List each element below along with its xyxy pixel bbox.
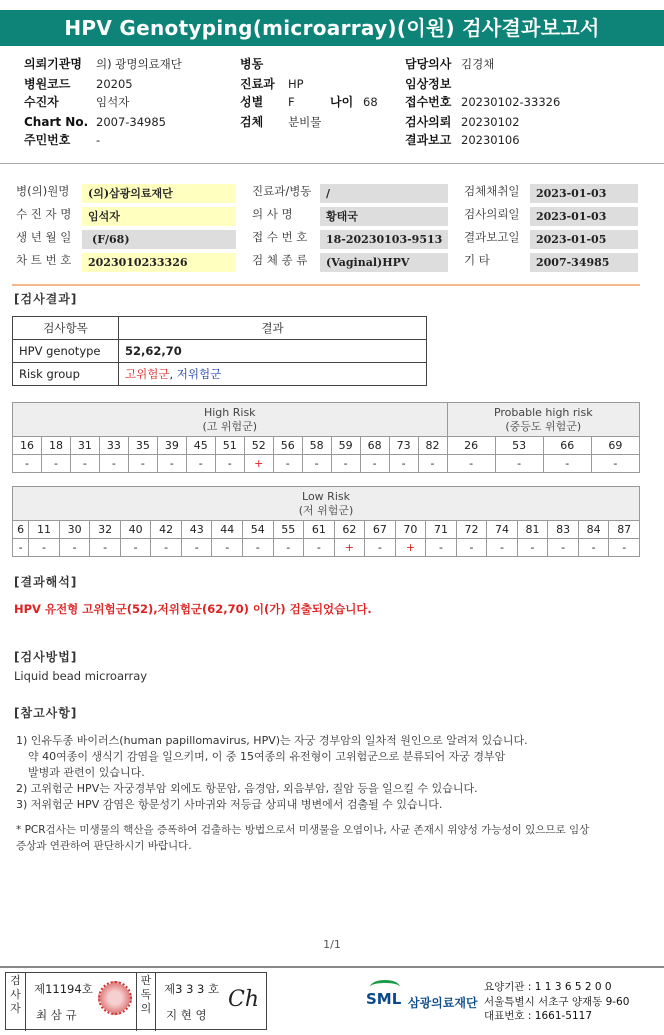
genotype-mark-cell: - [304, 539, 335, 557]
low-risk-header [13, 487, 640, 521]
table-row [13, 521, 640, 539]
table-row [13, 317, 427, 340]
footer [0, 966, 664, 1035]
header-block [0, 50, 664, 164]
risk-low: 저위험군 [176, 367, 222, 381]
genotype-mark-cell: - [543, 455, 591, 473]
table-row [13, 437, 640, 455]
chart-value: 2023010233326 [82, 253, 236, 272]
header-value: HP [288, 77, 304, 91]
genotype-mark-cell: - [243, 539, 274, 557]
genotype-mark-cell: - [517, 539, 548, 557]
genotype-mark-cell: - [41, 455, 70, 473]
header-label: 수진자 [24, 95, 59, 109]
header-label: Chart No. [24, 115, 89, 129]
company-info [484, 980, 629, 1024]
genotype-mark-cell: - [99, 455, 128, 473]
header-label: 병동 [240, 57, 264, 71]
genotype-mark-cell: - [128, 455, 157, 473]
genotype-type-cell: 73 [389, 437, 418, 455]
report-label: 결과보고일 [464, 230, 520, 244]
header-label: 성별 [240, 95, 264, 109]
probable-risk-header [447, 403, 639, 437]
recv-label: 접 수 번 호 [252, 230, 308, 244]
header-value: - [96, 133, 101, 147]
name-value: 임석자 [82, 207, 236, 226]
info-line: 요양기관 : 1 1 3 6 5 2 0 0 [484, 981, 612, 993]
header-label: 검사의뢰 [405, 115, 452, 129]
footnote [16, 822, 636, 854]
header-label: 접수번호 [405, 95, 452, 109]
header-value: 20230102 [461, 115, 520, 129]
genotype-type-cell: 26 [447, 437, 495, 455]
risk-sep: , [169, 367, 177, 381]
genotype-type-cell: 69 [591, 437, 639, 455]
etc-label: 기 타 [464, 253, 490, 267]
tester-label [6, 973, 26, 1031]
header-label: 의뢰기관명 [24, 57, 82, 71]
request-label: 검사의뢰일 [464, 207, 520, 221]
hospital-value: (의)삼광의료재단 [82, 184, 236, 203]
genotype-type-cell: 61 [304, 521, 335, 539]
header-value: 임석자 [96, 95, 130, 109]
genotype-type-cell: 32 [90, 521, 121, 539]
high-risk-sub: (고 위험군) [202, 419, 258, 433]
probable-risk-title: Probable high risk [493, 405, 593, 419]
genotype-mark-cell: - [59, 539, 90, 557]
low-risk-sub: (저 위험군) [298, 503, 354, 517]
low-risk-table [12, 486, 640, 557]
genotype-type-cell: 84 [578, 521, 609, 539]
seal-stamp [98, 981, 132, 1015]
genotype-type-cell: 59 [331, 437, 360, 455]
header-label: 나이 [330, 95, 354, 109]
method-section-title: [검사방법] [14, 650, 78, 664]
genotype-mark-cell: - [151, 539, 182, 557]
genotype-mark-cell: - [13, 539, 29, 557]
logo-name: 삼광의료재단 [408, 996, 478, 1010]
reader-license: 제3 3 3 호 [164, 982, 220, 996]
genotype-label: HPV genotype [13, 340, 119, 363]
genotype-mark-cell: - [591, 455, 639, 473]
genotype-mark-cell: - [302, 455, 331, 473]
table-header: 결과 [119, 317, 427, 340]
genotype-mark-cell: - [29, 539, 60, 557]
info-line: 서울특별시 서초구 양재동 9-60 [484, 995, 630, 1008]
etc-value: 2007-34985 [530, 253, 638, 272]
genotype-mark-cell: - [90, 539, 121, 557]
header-label: 임상정보 [405, 77, 452, 91]
genotype-type-cell: 68 [360, 437, 389, 455]
dept-label: 진료과/병동 [252, 184, 312, 198]
genotype-type-cell: 44 [212, 521, 243, 539]
header-row [0, 94, 664, 111]
result-table [12, 316, 427, 386]
genotype-mark-cell: - [389, 455, 418, 473]
note-item: 약 40여종이 생식기 감염을 일으키며, 이 중 15여종의 유전형이 고위험군으로 분류되어 자궁 경부암 [28, 750, 506, 763]
notes-list [16, 733, 636, 813]
header-label: 주민번호 [24, 133, 71, 147]
low-risk-title: Low Risk [302, 489, 350, 503]
genotype-mark-cell: - [548, 539, 579, 557]
genotype-value: 52,62,70 [119, 340, 427, 363]
genotype-mark-cell: - [456, 539, 487, 557]
genotype-type-cell: 6 [13, 521, 29, 539]
logo-sml: SML [366, 990, 402, 1008]
reader-name: 지 현 영 [166, 1008, 207, 1022]
header-row [0, 114, 664, 131]
name-label: 수 진 자 명 [16, 207, 72, 221]
genotype-type-cell: 66 [543, 437, 591, 455]
header-value: 분비물 [288, 115, 322, 129]
genotype-mark-cell: - [215, 455, 244, 473]
genotype-type-cell: 52 [244, 437, 273, 455]
genotype-type-cell: 67 [365, 521, 396, 539]
genotype-type-cell: 81 [517, 521, 548, 539]
header-label: 결과보고 [405, 133, 452, 147]
genotype-mark-cell: + [244, 455, 273, 473]
header-row [0, 56, 664, 73]
genotype-mark-cell: - [120, 539, 151, 557]
genotype-type-cell: 72 [456, 521, 487, 539]
genotype-type-cell: 40 [120, 521, 151, 539]
genotype-mark-cell: - [181, 539, 212, 557]
header-row [0, 76, 664, 93]
separator [12, 284, 640, 286]
genotype-type-cell: 11 [29, 521, 60, 539]
genotype-type-cell: 82 [418, 437, 447, 455]
genotype-mark-cell: - [273, 455, 302, 473]
birth-label: 생 년 월 일 [16, 230, 72, 244]
method-text: Liquid bead microarray [14, 669, 148, 683]
genotype-type-cell: 62 [334, 521, 365, 539]
genotype-mark-cell: - [578, 539, 609, 557]
request-value: 2023-01-03 [530, 207, 638, 226]
table-row [13, 403, 640, 437]
probable-risk-sub: (중등도 위험군) [505, 419, 582, 433]
genotype-type-cell: 83 [548, 521, 579, 539]
genotype-mark-cell: - [365, 539, 396, 557]
genotype-mark-cell: - [273, 539, 304, 557]
genotype-mark-cell: - [212, 539, 243, 557]
report-title: HPV Genotyping(microarray)(이원) 검사결과보고서 [0, 10, 664, 46]
header-label: 담당의사 [405, 57, 452, 71]
header-label: 진료과 [240, 77, 275, 91]
genotype-type-cell: 70 [395, 521, 426, 539]
doctor-value: 황태국 [320, 207, 448, 226]
interp-text: HPV 유전형 고위험군(52),저위험군(62,70) 이(가) 검출되었습니다. [14, 602, 372, 616]
birth-value: (F/68) [82, 230, 236, 249]
high-risk-title: High Risk [203, 405, 256, 419]
genotype-type-cell: 58 [302, 437, 331, 455]
genotype-type-cell: 55 [273, 521, 304, 539]
page-number: 1/1 [323, 938, 341, 951]
table-row [13, 539, 640, 557]
note-item: 3) 저위험군 HPV 감염은 항문성기 사마귀와 저등급 상피내 병변에서 검출될 수 있습니다. [16, 798, 443, 811]
genotype-type-cell: 42 [151, 521, 182, 539]
note-item: 1) 인유두종 바이러스(human papillomavirus, HPV)는 자궁 경부암의 일차적 원인으로 알려져 있습니다. [16, 734, 528, 747]
genotype-type-cell: 54 [243, 521, 274, 539]
table-row [13, 340, 427, 363]
tester-label-text: 검 사 자 [10, 974, 21, 1015]
genotype-type-cell: 56 [273, 437, 302, 455]
header-label: 검체 [240, 115, 264, 129]
genotype-mark-cell: - [13, 455, 42, 473]
header-value: 김경채 [461, 57, 495, 71]
genotype-mark-cell: - [157, 455, 186, 473]
header-value: 2007-34985 [96, 115, 166, 129]
table-row [13, 487, 640, 521]
header-row [0, 132, 664, 149]
specimen-value: (Vaginal)HPV [320, 253, 448, 272]
genotype-type-cell: 45 [186, 437, 215, 455]
high-risk-header [13, 403, 448, 437]
report-value: 2023-01-05 [530, 230, 638, 249]
tester-name: 최 삼 규 [36, 1008, 77, 1022]
recv-value: 18-20230103-9513 [320, 230, 448, 249]
risk-value [119, 363, 427, 386]
genotype-type-cell: 31 [70, 437, 99, 455]
footnote-line: 증상과 연관하여 판단하시기 바랍니다. [16, 840, 192, 852]
genotype-mark-cell: - [360, 455, 389, 473]
note-item: 2) 고위험군 HPV는 자궁경부암 외에도 항문암, 음경암, 외음부암, 질암 등을 일으킬 수 있습니다. [16, 782, 478, 795]
genotype-type-cell: 71 [426, 521, 457, 539]
risk-high: 고위험군 [125, 367, 170, 381]
collect-value: 2023-01-03 [530, 184, 638, 203]
genotype-mark-cell: - [186, 455, 215, 473]
table-row [13, 363, 427, 386]
genotype-type-cell: 53 [495, 437, 543, 455]
high-risk-table [12, 402, 640, 473]
specimen-label: 검 체 종 류 [252, 253, 308, 267]
result-section-title: [검사결과] [14, 292, 78, 306]
dept-value: / [320, 184, 448, 203]
interp-section-title: [결과해석] [14, 575, 78, 589]
genotype-mark-cell: + [395, 539, 426, 557]
header-value: 68 [363, 95, 378, 109]
genotype-type-cell: 30 [59, 521, 90, 539]
genotype-type-cell: 18 [41, 437, 70, 455]
reader-label-text: 판 독 의 [140, 974, 152, 1015]
genotype-mark-cell: - [70, 455, 99, 473]
header-value: 20205 [96, 77, 133, 91]
header-value: F [288, 95, 295, 109]
genotype-mark-cell: - [418, 455, 447, 473]
doctor-label: 의 사 명 [252, 207, 293, 221]
notes-section-title: [참고사항] [14, 706, 78, 720]
genotype-mark-cell: - [495, 455, 543, 473]
genotype-type-cell: 74 [487, 521, 518, 539]
table-header: 검사항목 [13, 317, 119, 340]
genotype-mark-cell: - [331, 455, 360, 473]
header-value: 의) 광명의료재단 [96, 57, 182, 71]
tester-license: 제11194호 [34, 982, 93, 996]
collect-label: 검체채취일 [464, 184, 520, 198]
genotype-type-cell: 16 [13, 437, 42, 455]
chart-label: 차 트 번 호 [16, 253, 72, 267]
footnote-line: * PCR검사는 미생물의 핵산을 증폭하여 검출하는 방법으로서 미생물을 오염이나, 사균 존재시 위양성 가능성이 있으므로 임상 [16, 824, 590, 836]
header-label: 병원코드 [24, 77, 71, 91]
info-line: 대표번호 : 1661-5117 [484, 1010, 593, 1022]
note-item: 발병과 관련이 있습니다. [28, 766, 145, 779]
signature-box [5, 972, 267, 1030]
genotype-type-cell: 35 [128, 437, 157, 455]
header-value: 20230106 [461, 133, 520, 147]
hospital-label: 병(의)원명 [16, 184, 70, 198]
genotype-type-cell: 33 [99, 437, 128, 455]
genotype-mark-cell: + [334, 539, 365, 557]
risk-label: Risk group [13, 363, 119, 386]
genotype-type-cell: 43 [181, 521, 212, 539]
genotype-mark-cell: - [426, 539, 457, 557]
genotype-mark-cell: - [487, 539, 518, 557]
genotype-type-cell: 87 [609, 521, 640, 539]
signature: Ch [228, 987, 260, 1012]
table-row [13, 455, 640, 473]
genotype-mark-cell: - [609, 539, 640, 557]
header-value: 20230102-33326 [461, 95, 561, 109]
genotype-mark-cell: - [447, 455, 495, 473]
reader-label [136, 973, 156, 1031]
genotype-type-cell: 51 [215, 437, 244, 455]
genotype-type-cell: 39 [157, 437, 186, 455]
